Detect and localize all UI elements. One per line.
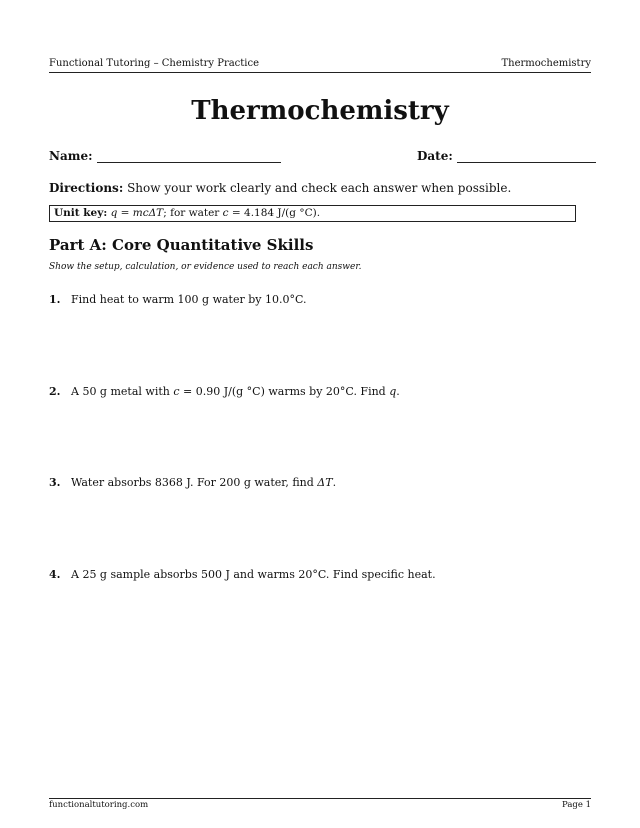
section-note: Show the setup, calculation, or evidence used to reach each answer. <box>49 262 362 272</box>
unit-key-box <box>49 205 576 222</box>
question-2 <box>49 385 400 398</box>
header-left-text: Functional Tutoring – Chemistry Practice <box>49 58 260 69</box>
question-number: 4. <box>49 568 61 581</box>
question-text: A 25 g sample absorbs 500 J and warms 20°C. Find specific heat. <box>71 568 436 581</box>
question-number: 3. <box>49 476 61 489</box>
unit-key-text: ; for water <box>163 207 223 219</box>
unit-key-variable: c <box>222 207 229 219</box>
question-3 <box>49 476 336 489</box>
directions <box>49 181 511 195</box>
question-text: A 50 g metal with c = 0.90 J/(g °C) warms by 20°C. Find q. <box>71 385 400 398</box>
running-header <box>49 58 591 73</box>
unit-key-formula: q = mcΔT <box>110 207 164 219</box>
question-4 <box>49 568 436 581</box>
question-text: Find heat to warm 100 g water by 10.0°C. <box>71 293 307 306</box>
page-footer <box>49 798 591 811</box>
section-heading: Part A: Core Quantitative Skills <box>49 236 314 254</box>
name-blank-line <box>97 150 281 163</box>
question-text: Water absorbs 8368 J. For 200 g water, find ΔT. <box>71 476 337 489</box>
page-title: Thermochemistry <box>191 96 449 126</box>
date-blank-line <box>457 150 596 163</box>
directions-text: Show your work clearly and check each answer when possible. <box>127 181 512 195</box>
question-number: 1. <box>49 293 61 306</box>
name-field <box>49 149 281 163</box>
date-field <box>417 149 596 163</box>
header-right-text: Thermochemistry <box>501 58 591 69</box>
question-number: 2. <box>49 385 61 398</box>
unit-key-label: Unit key: <box>54 207 108 219</box>
unit-key-value: = 4.184 J/(g °C). <box>228 207 321 219</box>
footer-website: functionaltutoring.com <box>49 800 149 810</box>
question-1 <box>49 293 307 306</box>
page-number: Page 1 <box>562 800 591 810</box>
name-label: Name: <box>49 149 93 163</box>
date-label: Date: <box>417 149 453 163</box>
directions-label: Directions: <box>49 181 124 195</box>
